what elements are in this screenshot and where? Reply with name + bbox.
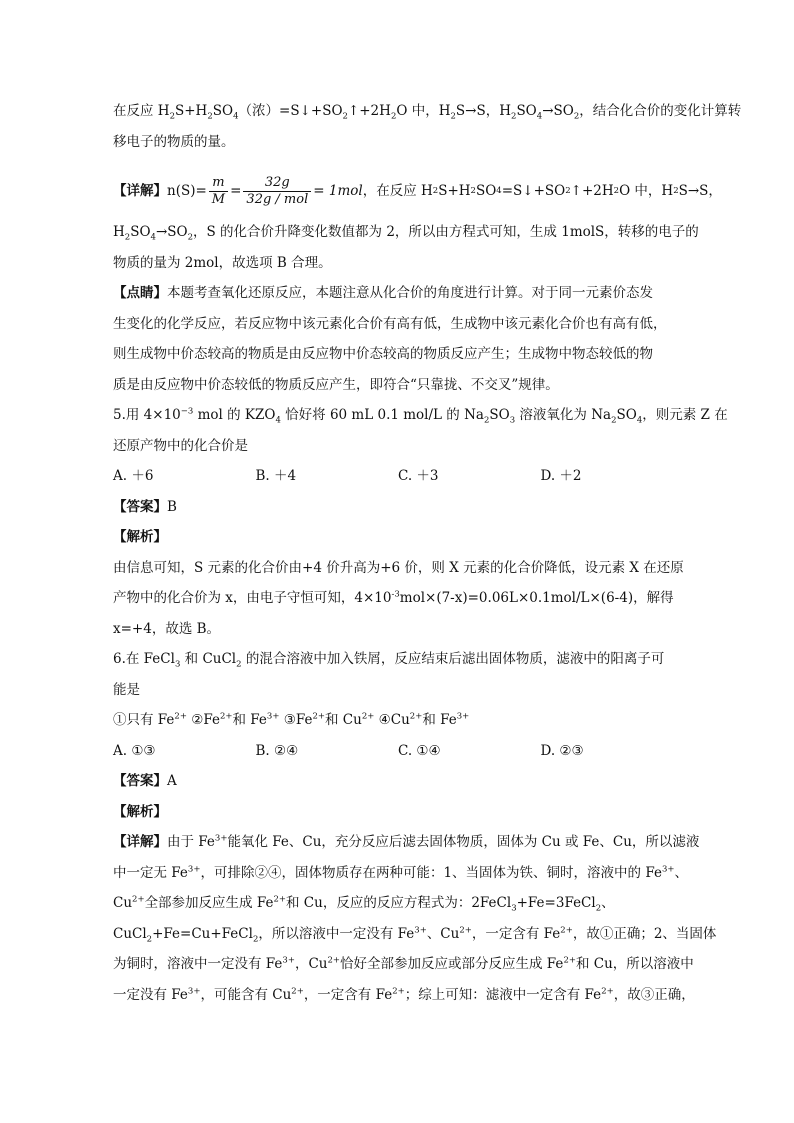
q6-detail-line-1: 【详解】由于 $Fe^{3+}$能氧化 Fe、Cu，充分反应后滤去固体物质，固体为 Cu 或 Fe、Cu，所以滤液 (113, 833, 700, 850)
q5-answer: 【答案】B (113, 498, 177, 515)
q6-option-b: B. ②④ (255, 742, 299, 759)
q6-answer: 【答案】A (113, 773, 177, 789)
q6-option-d: D. ②③ (540, 742, 584, 759)
point-line-2: 生变化的化学反应，若反应物中该元素化合价有高有低，生成物中该元素化合价也有高有低， (113, 315, 667, 332)
document-page (113, 96, 742, 1010)
q6-stem-line-2: 能是 (113, 681, 140, 698)
q6-detail-line-3: $Cu^{2+}$全部参加反应生成 $Fe^{2+}$和 Cu，反应的反应方程式为：2FeCl$_3$+Fe=3FeCl$_2$、 (113, 894, 615, 914)
point-line-1: 【点睛】本题考查氧化还原反应，本题注意从化合价的角度进行计算。对于同一元素价态发 (113, 285, 653, 301)
q6-detail-line-5: 为铜时，溶液中一定没有 $Fe^{3+}$，$Cu^{2+}$恰好全部参加反应或部分反应生成 $Fe^{2+}$和 Cu，所以溶液中 (113, 955, 694, 972)
q6-detail-line-6: 一定没有 $Fe^{3+}$，可能含有 $Cu^{2+}$，一定含有 $Fe^{2+}$；综上可知：滤液中一定含有 $Fe^{2+}$，故③正确， (113, 986, 695, 1003)
point-line-4: 质是由反应物中价态较低的物质反应产生，即符合“只靠拢、不交叉”规律。 (113, 376, 559, 393)
point-line-3: 则生成物中价态较高的物质是由反应物中价态较高的物质反应产生；生成物中物态较低的物 (113, 346, 653, 362)
q6-stem-line-1: 6.在 FeCl$_3$ 和 CuCl$_2$ 的混合溶液中加入铁屑，反应结束后滤出固体物质，滤液中的阳离子可 (113, 651, 665, 670)
q6-choices: ①只有 $Fe^{2+}$ $②Fe^{2+}$和 $Fe^{3+}$ $③Fe^{2+}$和 $Cu^{2+}$ $④Cu^{2+}$和 $Fe^{3+}$ (113, 711, 470, 728)
detail-line-2: $H_2SO_4\to SO_2$，S 的化合价升降变化数值都为 2，所以由方程式可知，生成 1molS，转移的电子的 (113, 224, 699, 243)
q6-option-a: A. ①③ (113, 742, 156, 759)
detail-label: 【详解】 (113, 183, 167, 199)
fraction-32g: $\frac{32g}{\text{32g / mol}}$ (243, 175, 311, 208)
q5-option-a: A. ＋6 (113, 468, 154, 484)
q5-stem-line-1: 5.用 $4\times 10^{-3}$ mol 的 $KZO_4$ 恰好将 60 mL 0.1 mol/L 的 $Na_2SO_3$ 溶液氧化为 $Na_2SO_4$，则元素 Z 在 (113, 406, 728, 426)
intro-line-1: 在反应 $H_2S+H_2SO_4$（浓）$=S↓+SO_2↑+2H_2O$ 中，$H_2S\to S$，$H_2SO_4\to SO_2$，结合化合价的变化计算转 (113, 103, 742, 122)
q5-option-c: C. ＋3 (398, 468, 439, 484)
q6-options (113, 736, 683, 767)
q5-analysis-line-1: 由信息可知，S 元素的化合价由+4 价升高为+6 价，则 X 元素的化合价降低，设元素 X 在还原 (113, 559, 684, 576)
q5-options (113, 461, 683, 492)
q5-option-d: D. ＋2 (540, 468, 582, 484)
q6-detail-line-2: 中一定无 $Fe^{3+}$，可排除②④，固体物质存在两种可能：1、当固体为铁、铜时，溶液中的 $Fe^{3+}$、 (113, 864, 688, 881)
q5-analysis-line-3: x=+4，故选 B。 (113, 620, 221, 637)
q5-stem-line-2: 还原产物中的化合价是 (113, 437, 248, 454)
q6-option-c: C. ①④ (398, 742, 441, 759)
q6-detail-line-4: CuCl$_2$+Fe=Cu+FeCl$_2$，所以溶液中一定没有 $Fe^{3+}$、$Cu^{2+}$，一定含有 $Fe^{2+}$，故①正确；2、当固体 (113, 925, 717, 945)
q5-option-b: B. ＋4 (255, 468, 297, 484)
q6-analysis-label: 【解析】 (113, 803, 167, 820)
q5-analysis-line-2: 产物中的化合价为 x，由电子守恒可知，$4\times 10^{-3}mol\times(7-x)=0.06L\times 0.1mol/L\times(6-4)$，解得 (113, 589, 674, 606)
detail-line-3: 物质的量为 2mol，故选项 B 合理。 (113, 254, 332, 271)
detail-formula-line: 【详解】 n(S)= $\frac{m}{M}$ = $\frac{32g}{\text{32g / mol}}$ = 1mol ，在反应 H 2 S+H 2 SO 4 =S↓+SO 2 ↑+2H 2 O 中，H 2 S→S， (113, 165, 683, 217)
intro-line-2: 移电子的物质的量。 (113, 133, 235, 150)
fraction-m-over-M: $\frac{m}{M}$ (209, 175, 228, 208)
q5-analysis-label: 【解析】 (113, 529, 167, 545)
